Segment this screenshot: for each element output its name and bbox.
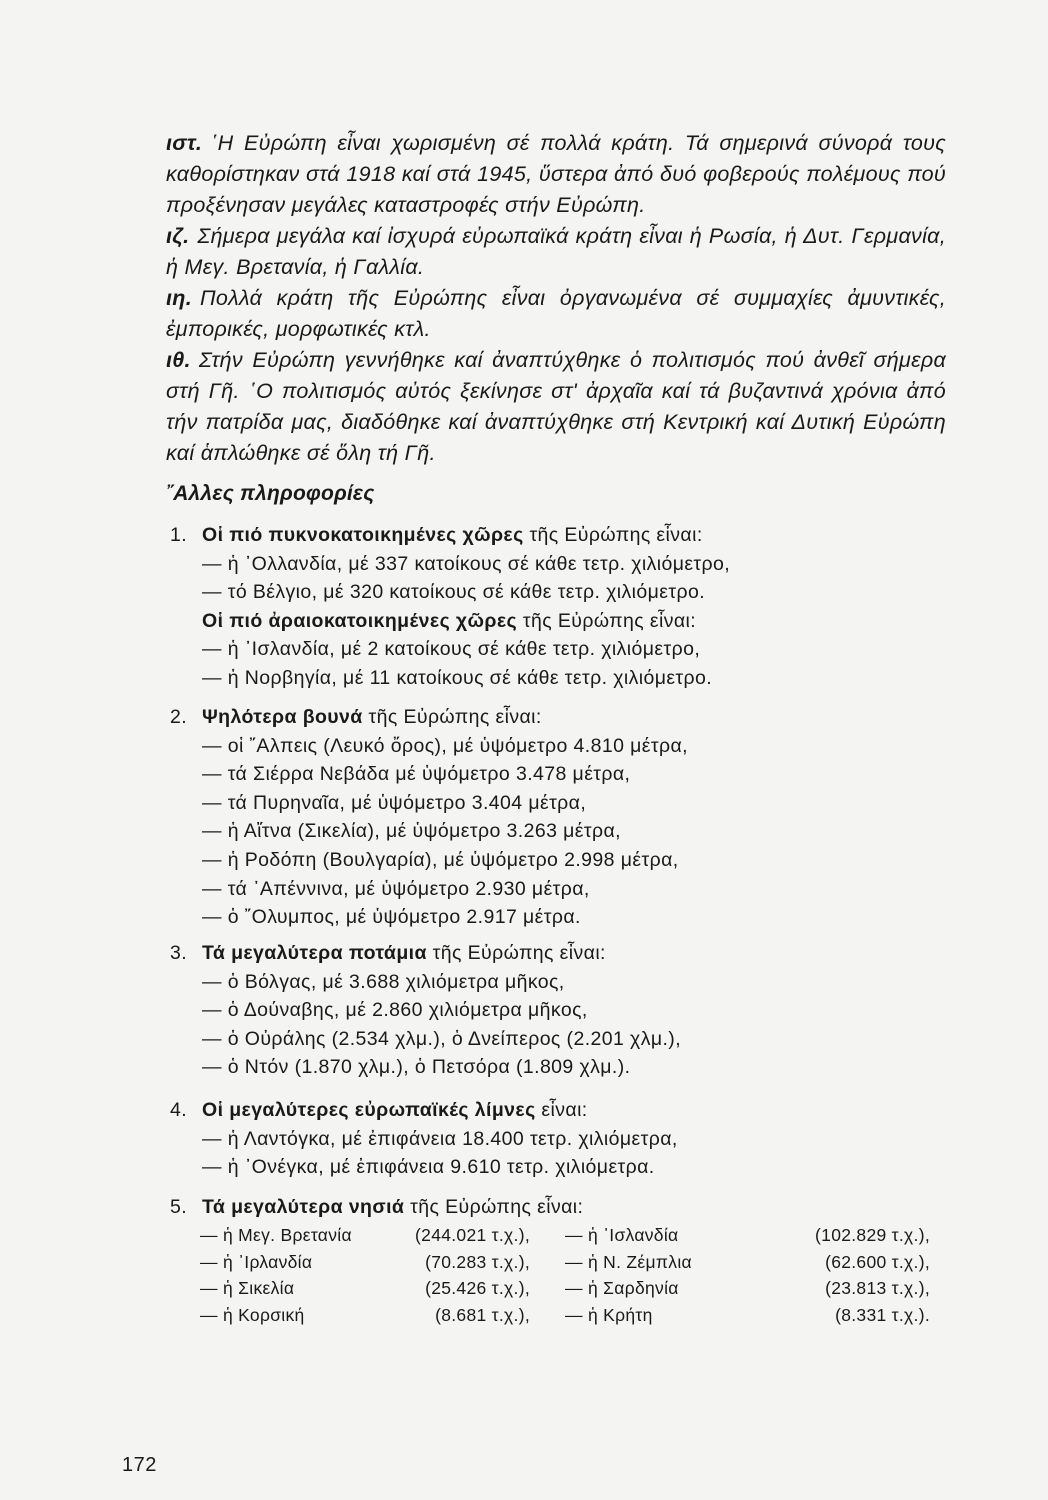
list-item: — τά Πυρηναῖα, μέ ὑψόμετρο 3.404 μέτρα, [202,791,587,814]
paragraph-number: ιη. [166,286,192,310]
section-head [170,1096,678,1125]
list-item: — ἡ ᾿Ονέγκα, μέ ἐπιφάνεια 9.610 τετρ. χιλιόμετρα. [202,1156,655,1179]
island-area: (25.426 τ.χ.), [425,1278,530,1298]
section-heading: ῎Αλλες πληροφορίες [166,482,375,505]
head-text: εἶναι: [535,1099,588,1121]
bold-label: Τά μεγαλύτερα ποτάμια [202,942,427,964]
island-name: — ἡ Σαρδηνία [565,1278,679,1298]
list-item: — ὁ Ντόν (1.870 χλμ.), ὁ Πετσόρα (1.809 χλμ.). [202,1056,631,1079]
island-name: — ἡ Μεγ. Βρετανία [200,1225,352,1245]
list-item: — οἱ ῎Αλπεις (Λευκό ὄρος), μέ ὑψόμετρο 4.810 μέτρα, [202,734,688,757]
item-number: 3. [170,942,188,964]
island-name: — ἡ Ν. Ζέμπλια [565,1251,692,1272]
list-item: — τά Σιέρρα Νεβάδα μέ ὑψόμετρο 3.478 μέτρα, [202,763,631,786]
list-item: — ἡ ᾿Ισλανδία, μέ 2 κατοίκους σέ κάθε τετρ. χιλιόμετρο, [202,638,701,661]
island-name: — ἡ Κρήτη [565,1304,653,1325]
island-name: — ἡ Σικελία [200,1278,295,1298]
island-area: (244.021 τ.χ.), [415,1225,530,1245]
section-lakes [170,1096,678,1182]
bold-label: Οἱ μεγαλύτερες εὐρωπαϊκές λίμνες [202,1099,536,1121]
table-row [200,1275,930,1302]
island-area: (8.681 τ.χ.), [435,1304,530,1325]
head-text: τῆς Εὐρώπης εἶναι: [362,706,542,728]
paragraph-text: Σήμερα μεγάλα καί ἰσχυρά εὐρωπαϊκά κράτη εἶναι ἡ Ρωσία, ἡ Δυτ. Γερμανία, ἡ Μεγ. Βρετανία, ἡ Γαλλία. [166,224,946,279]
paragraph [166,128,946,221]
head-text: τῆς Εὐρώπης εἶναι: [523,524,703,546]
island-area: (62.600 τ.χ.), [825,1251,930,1272]
paragraph [166,221,946,283]
section-density [170,521,730,693]
paragraph [166,345,946,469]
head-text: τῆς Εὐρώπης εἶναι: [404,1196,584,1218]
table-row [200,1249,930,1276]
list-item: — ἡ Ροδόπη (Βουλγαρία), μέ ὑψόμετρο 2.998 μέτρα, [202,848,679,871]
paragraph-number: ιστ. [166,131,203,155]
paragraph-text: ῾Η Εὐρώπη εἶναι χωρισμένη σέ πολλά κράτη. Τά σημερινά σύνορά τους καθορίστηκαν στά 1918 καί στά 1945, ὕστερα ἀπό δυό φοβερούς πολέμους πού προξένησαν μεγάλες καταστροφές στήν Εὐρώπη. [166,131,946,217]
paragraph-text: Πολλά κράτη τῆς Εὐρώπης εἶναι ὀργανωμένα σέ συμμαχίες ἀμυντικές, ἐμπορικές, μορφωτικές κτλ. [166,286,946,341]
section-rivers [170,939,681,1082]
bold-label: Ψηλότερα βουνά [202,706,363,728]
table-row [200,1222,930,1249]
list-item: — ἡ Λαντόγκα, μέ ἐπιφάνεια 18.400 τετρ. χιλιόμετρα, [202,1127,678,1150]
paragraph-number: ιζ. [166,224,190,248]
list-item: — ὁ Οὐράλης (2.534 χλμ.), ὁ Δνείπερος (2.201 χλμ.), [202,1027,682,1050]
list-item: — τά ᾿Απέννινα, μέ ὑψόμετρο 2.930 μέτρα, [202,877,590,900]
section-head [170,521,730,550]
item-number: 2. [170,706,188,728]
item-number: 5. [170,1196,188,1218]
item-number: 1. [170,524,188,546]
island-area: (8.331 τ.χ.). [835,1304,930,1325]
bold-label: Οἱ πιό πυκνοκατοικημένες χῶρες [202,524,524,546]
paragraph-number: ιθ. [166,348,191,372]
item-number: 4. [170,1099,188,1121]
paragraph [166,283,946,345]
bold-label: Οἱ πιό ἀραιοκατοικημένες χῶρες [202,609,518,632]
list-item: — ὁ ῎Ολυμπος, μέ ὑψόμετρο 2.917 μέτρα. [202,906,581,929]
list-item: — ἡ Νορβηγία, μέ 11 κατοίκους σέ κάθε τετρ. χιλιόμετρο. [202,666,713,689]
section-subhead [202,607,730,636]
paragraph-text: Στήν Εὐρώπη γεννήθηκε καί ἀναπτύχθηκε ὁ πολιτισμός πού ἀνθεῖ σήμερα στή Γῆ. ῾Ο πολιτισμός αὐτός ξεκίνησε στ' ἀρχαῖα καί τά βυζαντινά χρόνια ἀπό τήν πατρίδα μας, διαδόθηκε καί ἀναπτύχθηκε στή Κεντρική καί Δυτική Εὐρώπη καί ἁπλώθηκε σέ ὅλη τή Γῆ. [166,348,946,465]
table-row [200,1302,930,1329]
intro-paragraphs [166,128,946,469]
section-islands [170,1193,583,1222]
island-area: (23.813 τ.χ.), [825,1278,930,1298]
section-mountains [170,703,688,932]
section-head [170,939,681,968]
list-item: — ὁ Δούναβης, μέ 2.860 χιλιόμετρα μῆκος, [202,999,588,1022]
island-name: — ἡ Κορσική [200,1304,305,1325]
section-head [170,703,688,732]
islands-table [200,1222,930,1328]
page-number: 172 [122,1454,157,1476]
list-item: — ὁ Βόλγας, μέ 3.688 χιλιόμετρα μῆκος, [202,970,565,993]
island-name: — ἡ ᾿Ισλανδία [565,1225,679,1245]
island-name: — ἡ ᾿Ιρλανδία [200,1251,313,1272]
head-text: τῆς Εὐρώπης εἶναι: [426,942,606,964]
island-area: (102.829 τ.χ.), [815,1225,930,1245]
island-area: (70.283 τ.χ.), [425,1251,530,1272]
head-text: τῆς Εὐρώπης εἶναι: [517,609,697,632]
list-item: — ἡ Αἴτνα (Σικελία), μέ ὑψόμετρο 3.263 μέτρα, [202,820,621,843]
list-item: — ἡ ᾿Ολλανδία, μέ 337 κατοίκους σέ κάθε τετρ. χιλιόμετρο, [202,552,731,575]
section-head [170,1193,583,1222]
bold-label: Τά μεγαλύτερα νησιά [202,1196,405,1218]
list-item: — τό Βέλγιο, μέ 320 κατοίκους σέ κάθε τετρ. χιλιόμετρο. [202,581,706,604]
